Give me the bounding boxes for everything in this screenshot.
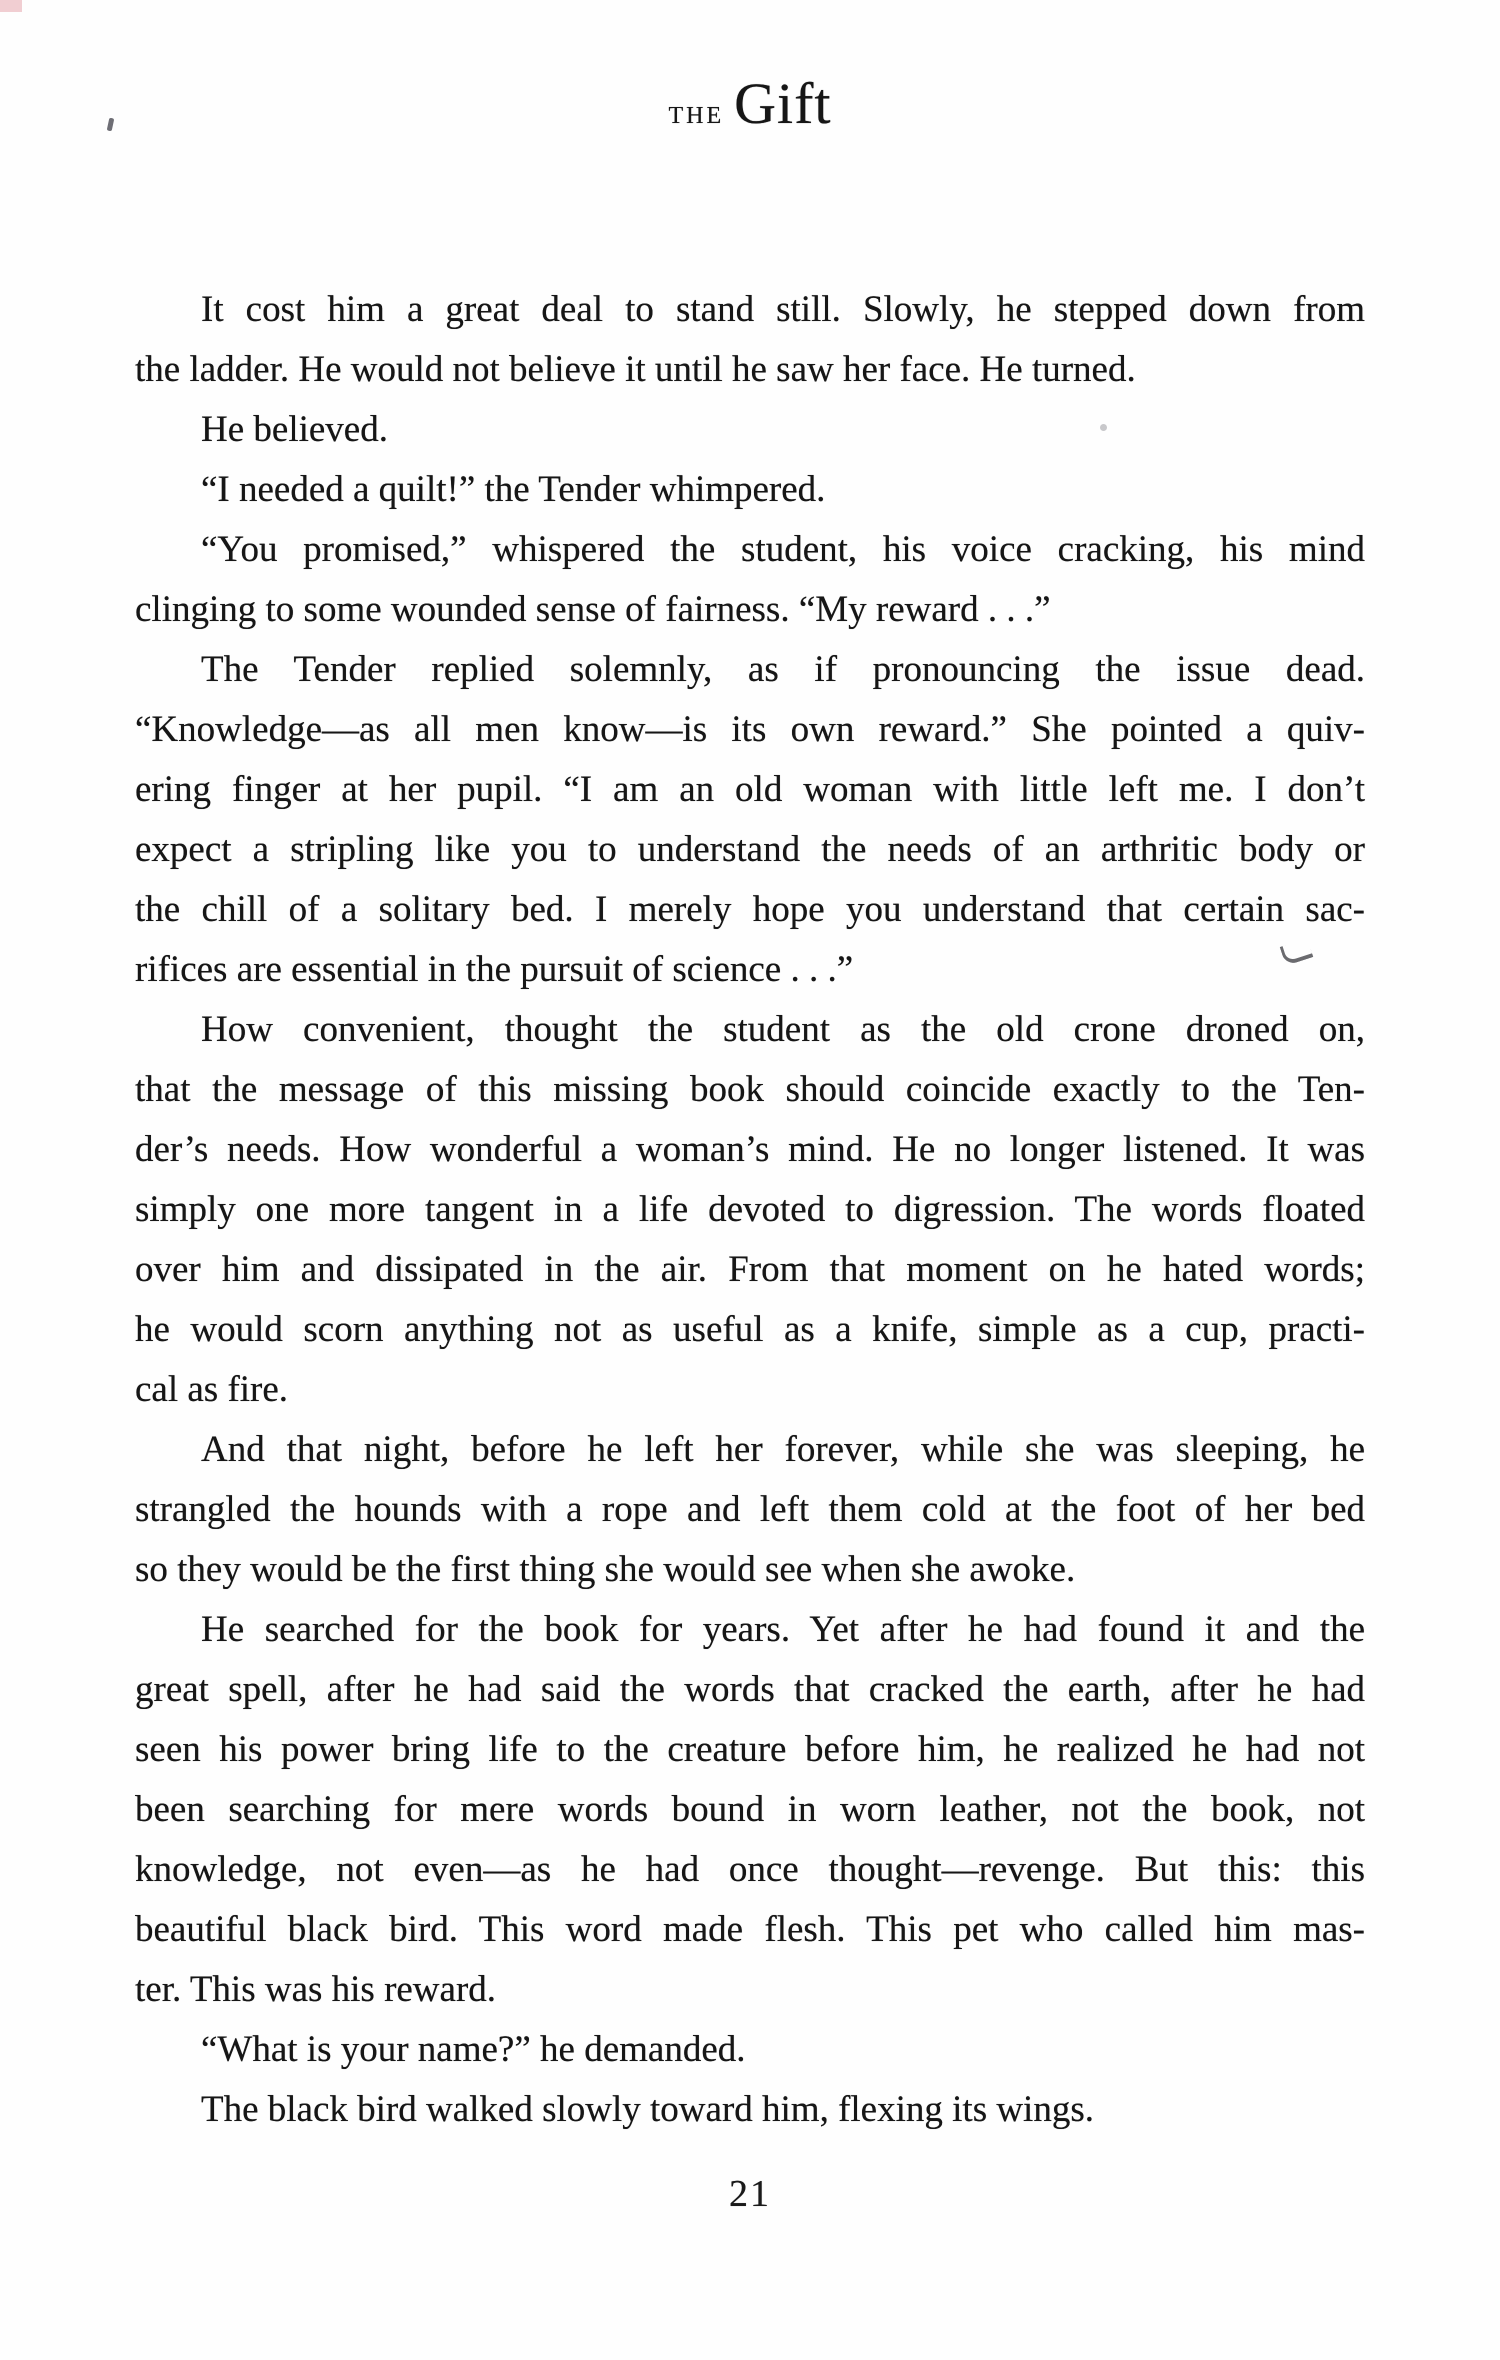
text-line: “What is your name?” he demanded.	[201, 2029, 746, 2070]
text-line: the chill of a solitary bed. I merely hope you understand that certain sac-	[135, 889, 1365, 930]
text-line: simply one more tangent in a life devoted to digression. The words floated	[135, 1189, 1365, 1230]
text-line: over him and dissipated in the air. From that moment on he hated words;	[135, 1249, 1365, 1290]
chapter-header-the: the	[668, 94, 725, 131]
chapter-header	[0, 70, 1500, 137]
text-line: great spell, after he had said the words that cracked the earth, after he had	[135, 1669, 1365, 1710]
text-line: that the message of this missing book should coincide exactly to the Ten-	[135, 1069, 1365, 1110]
text-line: It cost him a great deal to stand still. Slowly, he stepped down from	[201, 289, 1365, 330]
text-line: And that night, before he left her forever, while she was sleeping, he	[201, 1429, 1365, 1470]
text-line: ering finger at her pupil. “I am an old woman with little left me. I don’t	[135, 769, 1365, 810]
text-line: clinging to some wounded sense of fairness. “My reward . . .”	[135, 589, 1051, 630]
text-line: he would scorn anything not as useful as a knife, simple as a cup, practi-	[135, 1309, 1365, 1350]
text-line: expect a stripling like you to understand the needs of an arthritic body or	[135, 829, 1365, 870]
chapter-header-title: Gift	[734, 71, 832, 136]
page-number: 21	[729, 2173, 771, 2215]
text-line: so they would be the first thing she would see when she awoke.	[135, 1549, 1076, 1590]
text-line: been searching for mere words bound in worn leather, not the book, not	[135, 1789, 1365, 1830]
corner-tint-artifact	[0, 0, 22, 12]
text-line: der’s needs. How wonderful a woman’s mind. He no longer listened. It was	[135, 1129, 1365, 1170]
text-line: the ladder. He would not believe it until he saw her face. He turned.	[135, 349, 1136, 390]
text-line: “I needed a quilt!” the Tender whimpered.	[201, 469, 826, 510]
text-line: The black bird walked slowly toward him, flexing its wings.	[201, 2089, 1094, 2130]
text-line: strangled the hounds with a rope and left them cold at the foot of her bed	[135, 1489, 1365, 1530]
text-line: beautiful black bird. This word made flesh. This pet who called him mas-	[135, 1909, 1365, 1950]
text-line: seen his power bring life to the creature before him, he realized he had not	[135, 1729, 1365, 1770]
text-line: “Knowledge—as all men know—is its own reward.” She pointed a quiv-	[135, 709, 1365, 750]
text-line: The Tender replied solemnly, as if pronouncing the issue dead.	[201, 649, 1365, 690]
text-line: He searched for the book for years. Yet after he had found it and the	[201, 1609, 1365, 1650]
text-line: cal as fire.	[135, 1369, 289, 1410]
body-text	[135, 280, 1365, 2140]
text-line: How convenient, thought the student as the old crone droned on,	[201, 1009, 1365, 1050]
text-line: He believed.	[201, 409, 388, 450]
text-line: “You promised,” whispered the student, his voice cracking, his mind	[201, 529, 1365, 570]
text-line: knowledge, not even—as he had once thought—revenge. But this: this	[135, 1849, 1365, 1890]
text-line: rifices are essential in the pursuit of science . . .”	[135, 949, 854, 990]
text-line: ter. This was his reward.	[135, 1969, 497, 2010]
